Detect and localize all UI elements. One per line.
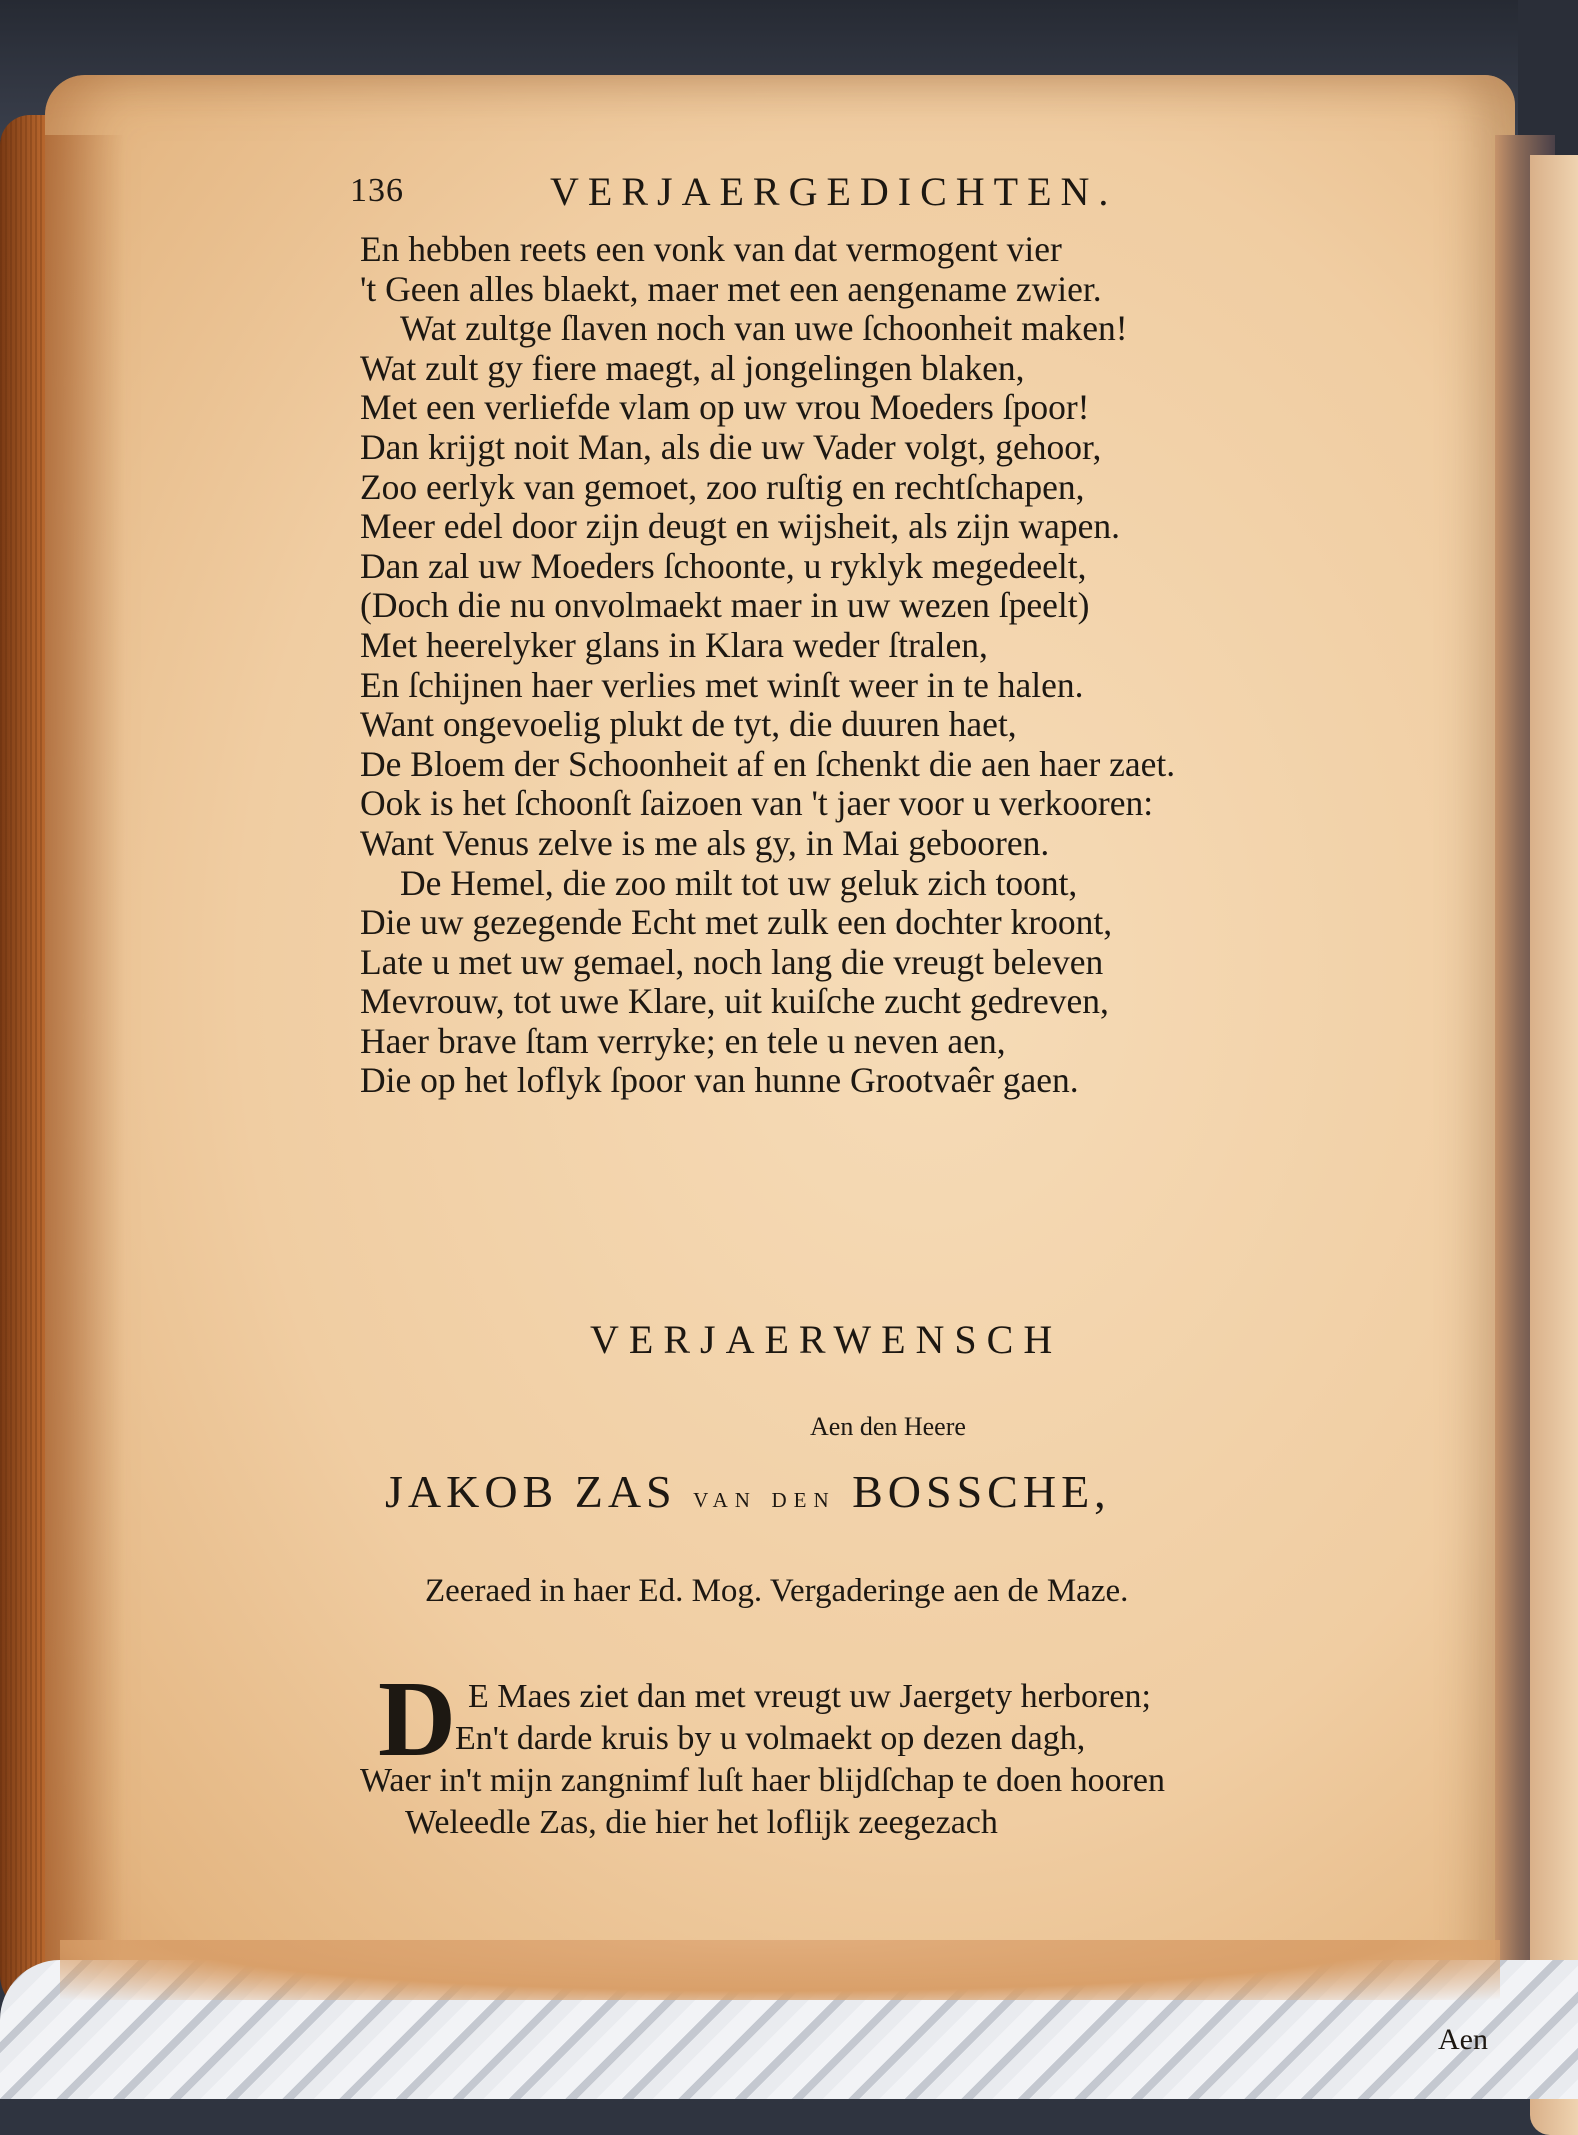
- dedicatee-name-part: BOSSCHE,: [852, 1466, 1111, 1517]
- verse-line: Met een verliefde vlam op uw vrou Moeders ſpoor!: [360, 387, 1090, 428]
- poem-stanza-2: [360, 1660, 1165, 1844]
- verse-line: Meer edel door zijn deugt en wijsheit, als zijn wapen.: [360, 506, 1121, 547]
- verse-line: Mevrouw, tot uwe Klare, uit kuiſche zucht gedreven,: [360, 981, 1109, 1022]
- verse-line: Weleedle Zas, die hier het loflijk zeegezach: [405, 1804, 998, 1841]
- poem-title: VERJAERWENSCH: [590, 1317, 1063, 1362]
- dedicatee-title: Zeeraed in haer Ed. Mog. Vergaderinge aen de Maze.: [425, 1573, 1129, 1609]
- verse-line: Dan krijgt noit Man, als die uw Vader volgt, gehoor,: [360, 426, 1102, 467]
- verse-line: Ook is het ſchoonſt ſaizoen van 't jaer voor u verkooren:: [360, 783, 1154, 824]
- page-number: 136: [350, 172, 404, 209]
- facing-page-edge: [1530, 155, 1578, 2135]
- verse-line: Waer in't mijn zangnimf luſt haer blijdſchap te doen hooren: [360, 1762, 1165, 1799]
- verse-line: (Doch die nu onvolmaekt maer in uw wezen ſpeelt): [360, 585, 1090, 626]
- dedication-line: Aen den Heere: [810, 1412, 966, 1441]
- dedicatee-name-part: van den: [693, 1481, 836, 1514]
- verse-line: Wat zultge ſlaven noch van uwe ſchoonheit maken!: [400, 308, 1128, 349]
- verse-line: Haer brave ſtam verryke; en tele u neven aen,: [360, 1020, 1006, 1061]
- dedicatee-name: [385, 1465, 1111, 1518]
- catchword: Aen: [1438, 2023, 1488, 2056]
- verse-line: Late u met uw gemael, noch lang die vreugt beleven: [360, 941, 1104, 982]
- verse-line: Zoo eerlyk van gemoet, zoo ruſtig en rechtſchapen,: [360, 466, 1085, 507]
- verse-line: Want ongevoelig plukt de tyt, die duuren haet,: [360, 704, 1017, 745]
- verse-line: Die uw gezegende Echt met zulk een dochter kroont,: [360, 902, 1113, 943]
- page-bottom-edge: [60, 1940, 1500, 2000]
- verse-line: En't darde kruis by u volmaekt op dezen dagh,: [455, 1720, 1086, 1757]
- verse-line: 't Geen alles blaekt, maer met een aengename zwier.: [360, 268, 1102, 309]
- verse-line: En hebben reets een vonk van dat vermogent vier: [360, 229, 1062, 269]
- verse-line: Wat zult gy fiere maegt, al jongelingen blaken,: [360, 347, 1025, 388]
- verse-line: Want Venus zelve is me als gy, in Mai gebooren.: [360, 822, 1050, 863]
- verse-line: De Hemel, die zoo milt tot uw geluk zich toont,: [400, 862, 1078, 903]
- verse-line: E Maes ziet dan met vreugt uw Jaergety herboren;: [468, 1678, 1151, 1715]
- running-head: [350, 168, 1360, 218]
- verse-line: Dan zal uw Moeders ſchoonte, u ryklyk megedeelt,: [360, 545, 1087, 586]
- verse-line: En ſchijnen haer verlies met winſt weer in te halen.: [360, 664, 1084, 705]
- verse-line: Die op het loflyk ſpoor van hunne Grootvaêr gaen.: [360, 1060, 1079, 1101]
- verse-line: Met heerelyker glans in Klara weder ſtralen,: [360, 624, 988, 665]
- dedicatee-name-part: JAKOB ZAS: [385, 1466, 677, 1517]
- drop-cap: D: [378, 1660, 456, 1779]
- verse-line: De Bloem der Schoonheit af en ſchenkt die aen haer zaet.: [360, 743, 1176, 784]
- poem-stanza-1: [360, 230, 1175, 1101]
- running-title: VERJAERGEDICHTEN.: [550, 169, 1118, 214]
- page-shadow: [45, 135, 125, 2035]
